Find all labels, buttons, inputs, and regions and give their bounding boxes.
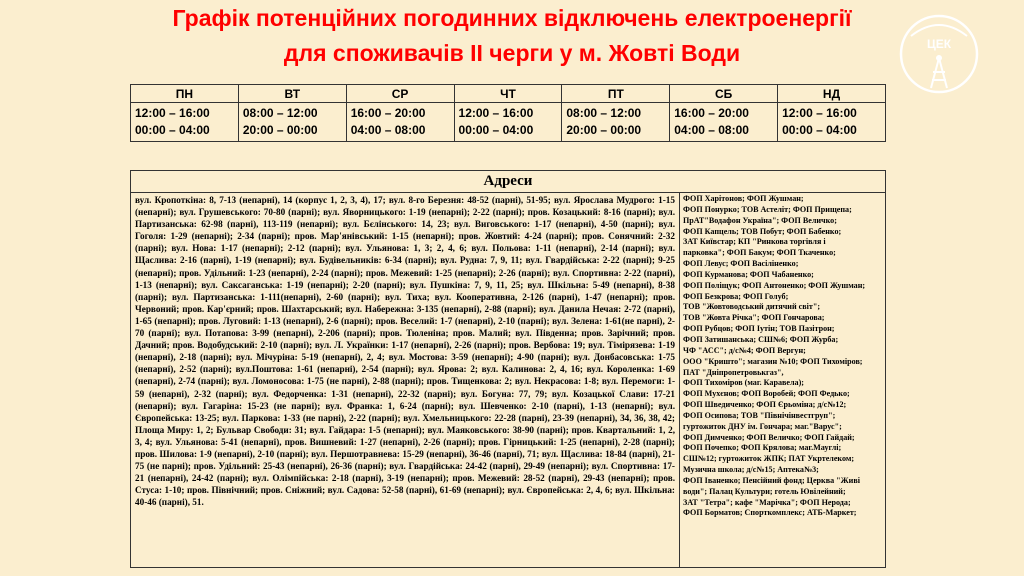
schedule-cell <box>454 103 562 142</box>
column-divider <box>679 192 680 567</box>
day-header: СБ <box>670 85 778 103</box>
time-slot: 04:00 – 08:00 <box>674 123 749 137</box>
business-line: ФОП Левус; ФОП Васіліненко; <box>683 259 799 269</box>
time-slot: 04:00 – 08:00 <box>350 123 426 137</box>
schedule-cell <box>778 103 886 142</box>
time-slot: 12:00 – 16:00 <box>458 106 534 120</box>
businesses-list <box>683 194 883 519</box>
business-line: ФОП Поліщук; ФОП Антоненко; ФОП Жушман; <box>683 280 866 290</box>
business-line: ФОП Шведиченко; ФОП Єрьоміна; д/с№12; <box>683 400 847 410</box>
business-line: ЗАТ Київстар; КП "Ринкова торгівля і <box>683 237 826 247</box>
time-slot: 20:00 – 00:00 <box>566 123 642 137</box>
business-line: ФОП Іваненко; Пенсійний фонд; Церква "Живі <box>683 475 860 485</box>
time-slot: 16:00 – 20:00 <box>674 106 749 120</box>
business-line: ПрАТ"Водафон Україна"; ФОП Величко; <box>683 215 837 225</box>
business-line: ЗАТ "Тетра"; кафе "Марічка"; ФОП Нерода; <box>683 497 851 507</box>
addresses-heading: Адреси <box>131 171 885 193</box>
schedule-cell <box>131 103 239 142</box>
schedule-table <box>130 84 886 142</box>
business-line: ФОП Рубцов; ФОП Іутін; ТОВ Пазітрон; <box>683 324 835 334</box>
business-line: ФОП Тихоміров (маг. Каравела); <box>683 378 804 388</box>
time-slot: 20:00 – 00:00 <box>242 123 318 137</box>
business-line: ФОП Капцель; ТОВ Побут; ФОП Бабенко; <box>683 226 842 236</box>
schedule-cell <box>670 103 778 142</box>
page-subtitle: для споживачів ІІ черги у м. Жовті Води <box>283 40 741 66</box>
time-slot: 08:00 – 12:00 <box>242 106 318 120</box>
day-header: ВТ <box>238 85 346 103</box>
business-line: ФОП Курманова; ФОП Чабаненко; <box>683 269 814 279</box>
day-header: ПТ <box>562 85 670 103</box>
business-line: ФОП Харітонов; ФОП Жушман; <box>683 194 804 203</box>
time-slot: 12:00 – 16:00 <box>135 106 210 120</box>
day-header: ПН <box>131 85 239 103</box>
business-line: ЧФ "АСС"; д/с№4; ФОП Вергун; <box>683 345 806 355</box>
addresses-box <box>130 170 886 568</box>
business-line: води"; Палац Культури; готель Ювілейний; <box>683 486 846 496</box>
svg-text:ЦЕК: ЦЕК <box>926 37 952 51</box>
business-line: ФОП Осипова; ТОВ "Північінвестгруп"; <box>683 410 836 420</box>
business-line: ФОП Димченко; ФОП Величко; ФОП Гайдай; <box>683 432 855 442</box>
business-line: парковка"; ФОП Бакум; ФОП Ткаченко; <box>683 248 836 258</box>
page-title: Графік потенційних погодинних відключень електроенергії <box>172 5 852 31</box>
tsek-logo <box>897 12 981 96</box>
business-line: ФОП Затишанська; СШ№6; ФОП Журба; <box>683 334 839 344</box>
business-line: ПАТ "Дніпропетровькгаз", <box>683 367 784 377</box>
business-line: ООО "Кришто"; магазин №10; ФОП Тихоміров; <box>683 356 863 366</box>
business-line: ФОП Борматов; Спорткомплекс; АТБ-Маркет; <box>683 508 857 518</box>
time-slot: 00:00 – 04:00 <box>782 123 857 137</box>
schedule-cell <box>238 103 346 142</box>
business-line: ФОП Мухєнов; ФОП Воробей; ФОП Федько; <box>683 389 850 399</box>
schedule-cell <box>562 103 670 142</box>
day-header: ЧТ <box>454 85 562 103</box>
day-header: СР <box>346 85 454 103</box>
time-slot: 00:00 – 04:00 <box>458 123 534 137</box>
day-header: НД <box>778 85 886 103</box>
time-slot: 16:00 – 20:00 <box>350 106 426 120</box>
time-slot: 12:00 – 16:00 <box>782 106 857 120</box>
business-line: ТОВ "Жовтоводський дитячий світ"; <box>683 302 821 312</box>
time-slot: 00:00 – 04:00 <box>135 123 210 137</box>
schedule-cell <box>346 103 454 142</box>
streets-list: вул. Кропоткіна: 8, 7-13 (непарні), 14 (корпус 1, 2, 3, 4), 17; вул. 8-го Березня: 48-52 (парні), 51-95; вул. Ярослава Мудрого: 1-15 (непарні); вул. Грушевського: 70-80 (парні); вул. Яворницького: 1-19 (непарні); 2-22 (парні); пров. Козацький: 8-16 (парні); вул. Партизанська: 62-98 (парні), 113-119 (непарні); вул. Бєлінського: 14, 23; вул. Виговського: 1-17 (непарні), 4-50 (парні); вул. Гоголя: 1-29 (непарні); 2-34 (парні); пров. Мар'янівський: 1-15 (непарні); пров. Жовтий: 4-24 (парні); пров. Сонячний: 2-32 (парні); вул. Нова: 1-17 (непарні); 2-12 (парні); вул. Ульянова: 1, 3; 2, 4, 6; вул. Польова: 1-11 (непарні), 2-14 (парні); вул. Щаслива: 2-16 (парні), 1-19 (непарні); вул. Будівельників: 6-34 (парні); вул. Рудна: 7, 9, 11; вул. Гвардійська: 2-22 (парні); 9-25 (непарні); пров. Удільний: 1-23 (непарні), 2-24 (парні); пров. Межевий: 1-25 (непарні); 2-26 (парні); вул. Спортивна: 2-22 (парні), 1-13 (непарні); вул. Саксаганська: 1-19 (непарні); 2-20 (парні); вул. Пушкіна: 7, 9, 11, 25; вул. Шкільна: 5-49 (непарні), 8-38 (парні); вул. Партизанська: 1-111(непарні), 2-60 (парні); вул. Тиха; вул. Кооперативна, 2-126 (парні), 1-47 (непарні); пров. Червоний; пров. Кар'єрний; пров. Шахтарський; вул. Набережна: 3-135 (непарні), 2-88 (парні); вул. Данила Нечая: 2-72 (парні), 1-65 (непарні); пров. Луговий: 1-13 (непарні), 2-6 (парні); пров. Веселий: 1-7 (непарні), 2-10 (парні); вул. Зелена: 1-61(не парні), 2-70 (парні); вул. Потапова: 3-99 (непарні), 2-206 (парні); пров. Тюленіна; пров. Малий; вул. Південна; пров. Зарічний; пров. Дачний; пров. Водобудський: 2-10 (парні); вул. Л. Українки: 1-17 (непарні), 2-26 (парні); пров. Вербова: 19; вул. Тімірязева: 1-19 (непарні), 2-18 (парні); вул. Мічуріна: 5-19 (непарні), 2, 4; вул. Мостова: 3-59 (непарні); 4-90 (парні); вул. Донбасовська: 1-75 (непарні), 2-52 (парні); вул.Поштова: 1-61 (непарні), 2-54 (парні); вул. Ярова: 2; вул. Калинова: 2, 4, 16; вул. Короленка: 1-69 (непарні), 2-74 (парні); вул. Ломоносова: 1-75 (не парні), 2-88 (парні); пров. Тищенкова: 2; вул. Некрасова: 1-8; вул. Перемоги: 1-59 (непарні), 2-32 (парні); вул. Федорченка: 1-31 (непарні), 22-32 (парні); вул. Богуна: 77, 79; вул. Козацької Слави: 17-21 (непарні); вул. Гагаріна: 15-23 (не парні); вул. Франка: 1, 6-24 (парні); вул. Шевченко: 2-10 (парні), 1-13 (непарні); вул. Європейська: 13-25; вул. Паркова: 1-33 (не парні), 2-22 (парні); вул. Хмельницького: 22-28 (парні), 23-39 (непарні), 34, 36, 38, 42; Площа Миру: 1, 2; Бульвар Свободи: 31; вул. Гайдара: 1-5 (непарні); вул. Маяковського: 38-90 (парні); пров. Квартальний: 1, 2, 3, 4; вул. Ульянова: 5-41 (непарні), пров. Вишневий: 1-27 (непарні), 2-26 (парні); пров. Гірницький: 1-25 (непарні), 2-28 (парні); пров. Шилова: 1-9 (непарні), 2-10 (парні); вул. Першотравнева: 15-29 (непарні), 36-46 (парні), 71; вул. Щаслива: 18-84 (парні), 21-75 (не парні); пров. Удільний: 25-43 (непарні), 26-36 (парні); вул. Гвардійська: 24-42 (парні), 29-49 (непарні); вул. Спортивна: 17-21 (непарні), 24-42 (парні); вул. Олімпійська: 2-18 (парні), 3-19 (непарні); пров. Межевий: 28-52 (парні), 29-43 (непарні); пров. Стуса: 1-10; пров. Північний; пров. Сніжний; вул. Садова: 52-58 (парні), 61-69 (непарні); вул. Європейська: 2, 4, 6; вул. Шкільна: 40-46 (парні), 51. <box>135 195 675 508</box>
business-line: ФОП Почепко; ФОП Крялова; маг.Мауглі; <box>683 443 842 453</box>
business-line: ФОП Безкрова; ФОП Голуб; <box>683 291 789 301</box>
time-slot: 08:00 – 12:00 <box>566 106 642 120</box>
business-line: Музична школа; д/с№15; Аптека№3; <box>683 465 819 475</box>
business-line: гуртожиток ДНУ ім. Гончара; маг."Варус"; <box>683 421 842 431</box>
business-line: ФОП Понурко; ТОВ Астеліт; ФОП Прищепа; <box>683 204 852 214</box>
business-line: ТОВ "Жовта Річка"; ФОП Гончарова; <box>683 313 825 323</box>
business-line: СШ№12; гуртожиток ЖПК; ПАТ Укртелеком; <box>683 454 855 464</box>
